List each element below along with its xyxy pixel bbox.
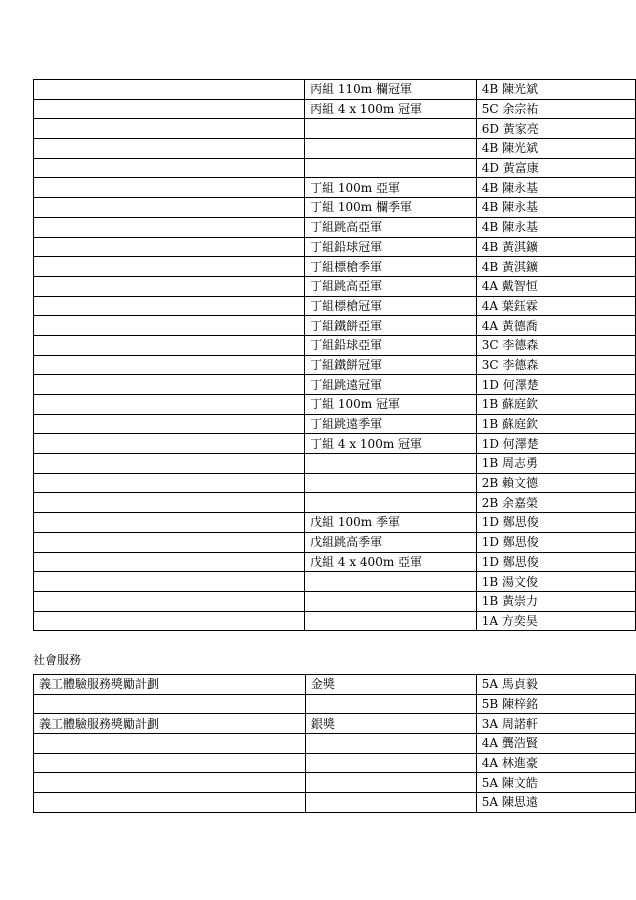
winner-cell: 1B 湯文俊 <box>476 572 635 592</box>
event-cell: 丁組跳高亞軍 <box>305 217 477 237</box>
blank-cell <box>34 217 305 237</box>
blank-cell <box>34 335 305 355</box>
event-cell: 戊組跳高季軍 <box>305 532 477 552</box>
table-row <box>34 355 636 375</box>
table-row <box>34 773 636 793</box>
blank-cell <box>34 414 305 434</box>
blank-cell <box>34 493 305 513</box>
programme-cell <box>34 694 306 714</box>
blank-cell <box>34 375 305 395</box>
winner-cell: 1B 周志勇 <box>476 454 635 474</box>
programme-cell <box>34 793 306 813</box>
event-cell: 戊組 100m 季軍 <box>305 513 477 533</box>
blank-cell <box>34 316 305 336</box>
blank-cell <box>34 158 305 178</box>
table-row <box>34 276 636 296</box>
event-cell: 丁組跳遠季軍 <box>305 414 477 434</box>
event-cell <box>305 493 477 513</box>
winner-cell: 1B 蘇庭欽 <box>476 395 635 415</box>
winner-cell: 1D 鄭思俊 <box>476 513 635 533</box>
recipient-cell: 5A 馬貞毅 <box>476 675 635 695</box>
winner-cell: 5C 余宗祐 <box>476 99 635 119</box>
blank-cell <box>34 355 305 375</box>
event-cell <box>305 454 477 474</box>
table-row <box>34 237 636 257</box>
programme-cell <box>34 753 306 773</box>
award-cell <box>305 773 476 793</box>
table-row <box>34 198 636 218</box>
event-cell: 丁組標槍季軍 <box>305 257 477 277</box>
programme-cell <box>34 734 306 754</box>
event-cell: 丁組 4 x 100m 冠軍 <box>305 434 477 454</box>
winner-cell: 1D 何澤楚 <box>476 434 635 454</box>
event-cell: 丁組標槍冠軍 <box>305 296 477 316</box>
table-row <box>34 714 636 734</box>
winner-cell: 1D 鄭思俊 <box>476 552 635 572</box>
table-row <box>34 296 636 316</box>
event-cell: 丁組鉛球冠軍 <box>305 237 477 257</box>
winner-cell: 4A 黃德喬 <box>476 316 635 336</box>
recipient-cell: 5B 陳梓銘 <box>476 694 635 714</box>
table-row <box>34 493 636 513</box>
winner-cell: 4B 黃淇鑛 <box>476 257 635 277</box>
event-cell <box>305 611 477 631</box>
winner-cell: 4B 陳永基 <box>476 217 635 237</box>
recipient-cell: 5A 陳思遠 <box>476 793 635 813</box>
recipient-cell: 4A 龔浩賢 <box>476 734 635 754</box>
award-cell <box>305 694 476 714</box>
section-title-social-service: 社會服務 <box>33 653 82 667</box>
table-row <box>34 395 636 415</box>
award-cell <box>305 793 476 813</box>
award-cell <box>305 753 476 773</box>
table-row <box>34 158 636 178</box>
blank-cell <box>34 552 305 572</box>
award-cell <box>305 734 476 754</box>
blank-cell <box>34 591 305 611</box>
table-row <box>34 454 636 474</box>
event-cell: 丙組 4 x 100m 冠軍 <box>305 99 477 119</box>
table-row <box>34 335 636 355</box>
event-cell: 丁組鉛球亞軍 <box>305 335 477 355</box>
winner-cell: 4D 黃富康 <box>476 158 635 178</box>
event-cell <box>305 572 477 592</box>
winner-cell: 4B 陳光斌 <box>476 80 635 100</box>
event-cell: 丁組 100m 亞軍 <box>305 178 477 198</box>
blank-cell <box>34 473 305 493</box>
blank-cell <box>34 139 305 159</box>
blank-cell <box>34 178 305 198</box>
event-cell: 丁組鐵餅亞軍 <box>305 316 477 336</box>
table-row <box>34 513 636 533</box>
award-cell: 銀獎 <box>305 714 476 734</box>
table-row <box>34 375 636 395</box>
table-row <box>34 793 636 813</box>
blank-cell <box>34 257 305 277</box>
table-row <box>34 99 636 119</box>
event-cell <box>305 473 477 493</box>
blank-cell <box>34 572 305 592</box>
event-cell: 丁組跳遠冠軍 <box>305 375 477 395</box>
programme-cell <box>34 773 306 793</box>
blank-cell <box>34 434 305 454</box>
event-cell: 丙組 110m 欄冠軍 <box>305 80 477 100</box>
table-row <box>34 316 636 336</box>
table-row <box>34 532 636 552</box>
blank-cell <box>34 296 305 316</box>
winner-cell: 1B 蘇庭欽 <box>476 414 635 434</box>
programme-cell: 義工體驗服務獎勵計劃 <box>34 714 306 734</box>
event-cell <box>305 139 477 159</box>
table-row <box>34 473 636 493</box>
table-row <box>34 119 636 139</box>
table-row <box>34 552 636 572</box>
blank-cell <box>34 454 305 474</box>
event-cell <box>305 158 477 178</box>
recipient-cell: 4A 林進豪 <box>476 753 635 773</box>
blank-cell <box>34 99 305 119</box>
table-row <box>34 675 636 695</box>
table-row <box>34 80 636 100</box>
blank-cell <box>34 276 305 296</box>
event-cell: 丁組 100m 欄季軍 <box>305 198 477 218</box>
table-row <box>34 217 636 237</box>
table-row <box>34 753 636 773</box>
winner-cell: 1A 方奕昊 <box>476 611 635 631</box>
table-row <box>34 139 636 159</box>
winner-cell: 1D 鄭思俊 <box>476 532 635 552</box>
winner-cell: 2B 賴文德 <box>476 473 635 493</box>
table-row <box>34 414 636 434</box>
winner-cell: 3C 李德森 <box>476 355 635 375</box>
award-cell: 金獎 <box>305 675 476 695</box>
blank-cell <box>34 395 305 415</box>
table-row <box>34 572 636 592</box>
event-cell: 丁組鐵餅冠軍 <box>305 355 477 375</box>
table-row <box>34 257 636 277</box>
winner-cell: 4B 陳光斌 <box>476 139 635 159</box>
blank-cell <box>34 611 305 631</box>
winner-cell: 4B 黃淇鑛 <box>476 237 635 257</box>
blank-cell <box>34 513 305 533</box>
social-service-table <box>33 674 636 813</box>
winner-cell: 4B 陳永基 <box>476 198 635 218</box>
event-cell <box>305 591 477 611</box>
recipient-cell: 5A 陳文皓 <box>476 773 635 793</box>
winner-cell: 6D 黃家亮 <box>476 119 635 139</box>
event-cell: 丁組 100m 冠軍 <box>305 395 477 415</box>
winner-cell: 2B 余嘉榮 <box>476 493 635 513</box>
event-cell: 戊組 4 x 400m 亞軍 <box>305 552 477 572</box>
table-row <box>34 434 636 454</box>
table-row <box>34 611 636 631</box>
table-row <box>34 694 636 714</box>
winner-cell: 4B 陳永基 <box>476 178 635 198</box>
event-cell <box>305 119 477 139</box>
winner-cell: 4A 戴智恒 <box>476 276 635 296</box>
programme-cell: 義工體驗服務獎勵計劃 <box>34 675 306 695</box>
winner-cell: 3C 李德森 <box>476 335 635 355</box>
table-row <box>34 591 636 611</box>
blank-cell <box>34 237 305 257</box>
winner-cell: 1D 何澤楚 <box>476 375 635 395</box>
winner-cell: 1B 黃崇力 <box>476 591 635 611</box>
blank-cell <box>34 532 305 552</box>
table-row <box>34 178 636 198</box>
blank-cell <box>34 80 305 100</box>
winner-cell: 4A 葉鈺霖 <box>476 296 635 316</box>
blank-cell <box>34 119 305 139</box>
blank-cell <box>34 198 305 218</box>
sports-awards-table <box>33 79 636 631</box>
table-row <box>34 734 636 754</box>
event-cell: 丁組跳高亞軍 <box>305 276 477 296</box>
recipient-cell: 3A 周諾軒 <box>476 714 635 734</box>
